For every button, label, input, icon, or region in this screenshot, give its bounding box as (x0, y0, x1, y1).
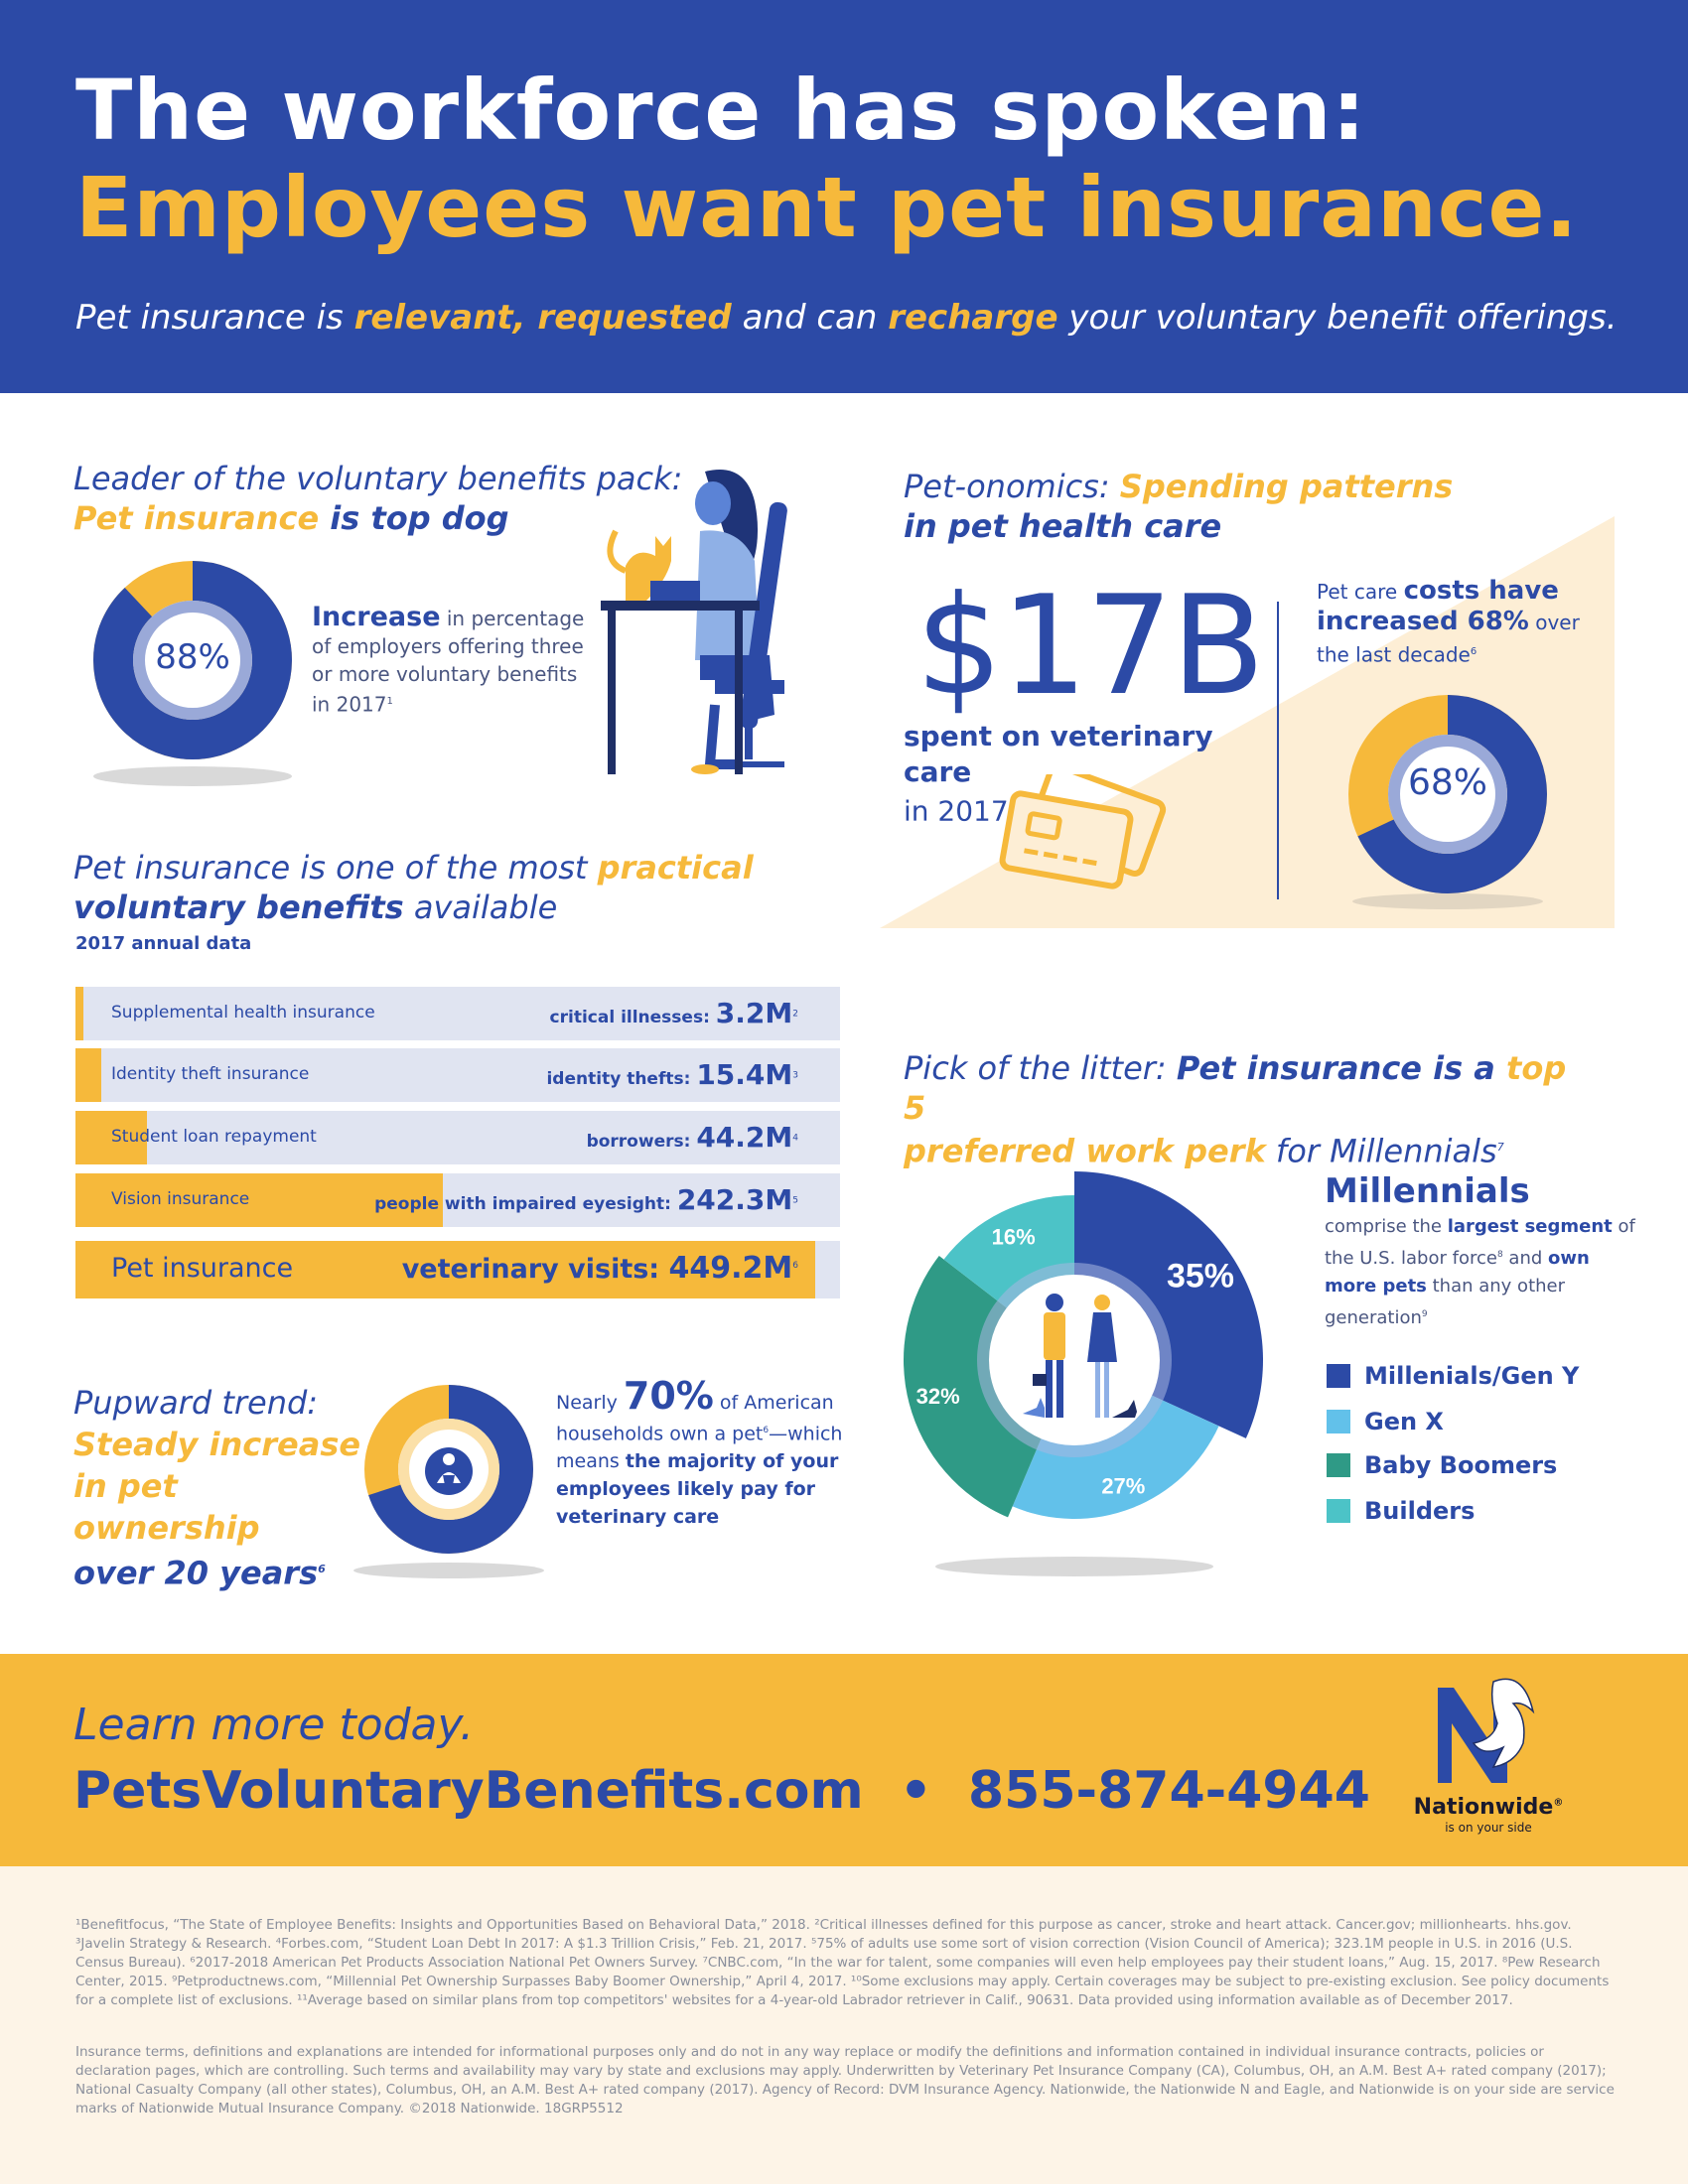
subtitle-text: your voluntary benefit offerings. (1057, 298, 1618, 338)
mill-bold: largest segment (1447, 1216, 1613, 1237)
leader-donut-value: 88% (155, 637, 230, 677)
petonomics-heading-line2: in pet health care (904, 507, 1222, 545)
leader-desc-bold: Increase (312, 602, 441, 632)
benefit-bar-value (402, 1251, 798, 1286)
benefit-bar-row (75, 1048, 840, 1102)
mill-text: than any other generation (1325, 1276, 1566, 1328)
benefit-bar-value (550, 997, 798, 1029)
benefit-bar-label: Student loan repayment (111, 1127, 317, 1147)
footnote-ref: 7 (1496, 1141, 1504, 1154)
pupward-desc-bold: the majority of your employees likely pay for veterinary care (556, 1450, 839, 1529)
phone-link[interactable]: 855-874-4944 (967, 1761, 1370, 1821)
benefit-bar-value-label: critical illnesses: (549, 1008, 716, 1027)
mill-text: comprise the (1325, 1216, 1448, 1237)
petonomics-heading-text: Pet-onomics: (904, 468, 1120, 505)
legend-swatch (1327, 1364, 1350, 1388)
benefit-bar-fill (75, 987, 83, 1040)
pie-slice-label: 27% (1101, 1473, 1146, 1499)
benefit-bar-label: Vision insurance (111, 1189, 250, 1209)
donut-shadow (353, 1563, 544, 1578)
pie-slice-label: 35% (1166, 1257, 1235, 1296)
benefit-bar-value-number: 44.2M (696, 1121, 793, 1154)
cta-contact (73, 1761, 1370, 1821)
legend-item (1327, 1362, 1579, 1390)
generations-pie-chart (900, 1161, 1287, 1578)
legend-label: Baby Boomers (1364, 1451, 1558, 1479)
benefit-bar-value-label: borrowers: (586, 1132, 697, 1152)
benefit-bar-value-number: 3.2M (715, 997, 793, 1029)
cost-text: Pet care (1317, 580, 1404, 604)
legend-swatch (1327, 1453, 1350, 1477)
millennials-title: Millennials (1325, 1171, 1530, 1211)
practical-subheading: 2017 annual data (75, 933, 252, 954)
legend-swatch (1327, 1410, 1350, 1433)
mill-text: and (1502, 1248, 1548, 1269)
legend-item (1327, 1408, 1444, 1435)
benefit-bar-value-number: 242.3M (676, 1183, 793, 1216)
practical-heading-bold: voluntary benefits (73, 888, 404, 926)
legend-item (1327, 1497, 1475, 1525)
divider (1277, 602, 1279, 899)
footnote-ref: 2 (792, 1009, 798, 1020)
footnote-ref: 6 (1470, 646, 1477, 657)
subtitle-text: and can (731, 298, 889, 338)
page-title-line2: Employees want pet insurance. (75, 159, 1579, 256)
pupward-desc-text: Nearly (556, 1392, 624, 1414)
pupward-heading (73, 1382, 371, 1594)
benefit-bar-value (546, 1058, 798, 1091)
mill-text: of the U.S. labor force (1325, 1216, 1635, 1269)
legend-swatch (1327, 1499, 1350, 1523)
mill-bold: own more pets (1325, 1248, 1590, 1297)
benefit-bar-value-number: 15.4M (696, 1058, 793, 1091)
brand-name: Nationwide (1413, 1795, 1554, 1820)
donut-shadow (93, 766, 292, 786)
subtitle-highlight: relevant, requested (353, 298, 732, 338)
benefit-bar-row (75, 1241, 840, 1298)
cost-donut-chart (1336, 695, 1565, 913)
footnotes-legal: Insurance terms, definitions and explanations are intended for informational purposes only and do not in any way replace or modify the definitions and information contained in individual insurance contracts, policies or declaration pages, which are controlling. Such terms and availability may vary by state and exclusions may apply. Underwritten by Veterinary Pet Insurance Company (CA), Columbus, OH, an A.M. Best A+ rated company (2017); National Casualty Company (all other states), Columbus, OH, an A.M. Best A+ rated company (2017). Agency of Record: DVM Insurance Agency. Nationwide, the Nationwide N and Eagle, and Nationwide is on your side are service marks of Nationwide Mutual Insurance Company. ©2018 Nationwide. 18GRP5512 (75, 2044, 1615, 2116)
spending-desc-text: in 2017 (904, 794, 1009, 828)
footnotes-sources: ¹Benefitfocus, “The State of Employee Benefits: Insights and Opportunities Based on Behavioral Data,” 2018. ²Critical illnesses defined for this purpose as cancer, stroke and heart attack. Cancer.gov; millionhearts. hhs.gov. ³Javelin Strategy & Research. ⁴Forbes.com, “Student Loan Debt In 2017: A $1.3 Trillion Crisis,” Feb. 21, 2017. ⁵75% of adults use some sort of vision correction (Vision Council of America); 323.1M people in U.S. in 2016 (U.S. Census Bureau). ⁶2017-2018 American Pet Products Association National Pet Owners Survey. ⁷CNBC.com, “In the war for talent, some companies will even help employees pay their student loans,” Aug. 15, 2017. ⁸Pew Research Center, 2015. ⁹Petproductnews.com, “Millennial Pet Ownership Surpasses Baby Boomer Ownership,” April 4, 2017. ¹⁰Some exclusions may apply. Certain coverages may be subject to pre-existing exclusion. See policy documents for a complete list of exclusions. ¹¹Average based on similar plans from top competitors' websites for a 4-year-old Labrador retriever in Calif., 90631. Data provided using information available as of December 2017. (75, 1917, 1610, 2008)
pie-slice-label: 32% (915, 1384, 960, 1410)
benefit-bar-row (75, 1111, 840, 1164)
benefit-bar-value-label: veterinary visits: (401, 1254, 669, 1285)
litter-heading-highlight: top 5 (904, 1049, 1567, 1127)
pupward-heading-text: Pupward trend: (73, 1384, 319, 1422)
pie-center (989, 1275, 1160, 1445)
benefit-bar-label: Supplemental health insurance (111, 1003, 375, 1023)
leader-heading-highlight: Pet insurance (73, 499, 320, 537)
benefit-bar-label: Pet insurance (111, 1253, 294, 1284)
benefit-bar-row (75, 1173, 840, 1227)
petonomics-heading (904, 467, 1519, 546)
website-link[interactable]: PetsVoluntaryBenefits.com (73, 1761, 864, 1821)
page-title-line1: The workforce has spoken: (75, 62, 1367, 159)
legend-label: Builders (1364, 1497, 1476, 1525)
cta-separator: • (899, 1761, 932, 1821)
spending-desc-bold: spent on veterinary care (904, 720, 1213, 788)
benefit-bar-value (374, 1183, 798, 1216)
pupward-heading-highlight: Steady increase in pet ownership (73, 1426, 361, 1547)
cost-bold: costs have increased 68% (1317, 576, 1559, 636)
footnote-ref: 3 (792, 1070, 798, 1081)
litter-heading-bold: Pet insurance is a (1176, 1049, 1495, 1087)
litter-heading-text: Pick of the litter: (904, 1049, 1177, 1087)
pupward-desc-text: —which means (556, 1423, 843, 1473)
donut-shadow (1352, 893, 1543, 909)
cost-donut-value: 68% (1407, 762, 1487, 803)
spending-amount: $17B (915, 566, 1264, 726)
leader-description (312, 604, 590, 719)
nationwide-eagle-logo (1434, 1672, 1543, 1791)
legend-label: Gen X (1364, 1408, 1444, 1435)
nationwide-tagline: is on your side (1445, 1821, 1532, 1835)
pupward-desc-text: of American households own a pet (556, 1392, 834, 1445)
pie-shadow (935, 1557, 1213, 1576)
practical-heading-highlight: practical (597, 849, 754, 887)
footnote-ref: 5 (792, 1195, 798, 1206)
credit-card-icon (997, 774, 1176, 893)
nationwide-brand (1404, 1795, 1573, 1820)
litter-heading-highlight: preferred work perk (904, 1132, 1266, 1170)
cta-learn-more: Learn more today. (73, 1700, 475, 1750)
footnote-ref: 6 (763, 1426, 770, 1435)
legend-item (1327, 1451, 1557, 1479)
practical-heading-text: available (403, 888, 558, 926)
practical-heading (73, 848, 788, 927)
woman-at-desk-illustration (596, 462, 824, 789)
pie-slice-label: 16% (991, 1224, 1036, 1250)
footnote-ref: 1 (386, 696, 393, 707)
benefit-bar-value-label: identity thefts: (546, 1069, 697, 1089)
legend-label: Millenials/Gen Y (1364, 1362, 1580, 1390)
benefit-bar-value (587, 1121, 798, 1154)
benefit-bar-fill (75, 1048, 101, 1102)
page-subtitle (75, 298, 1618, 338)
cost-increase-text (1317, 576, 1595, 670)
litter-heading (904, 1048, 1599, 1171)
benefit-bar-value-number: 449.2M (668, 1251, 793, 1286)
pupward-description (556, 1374, 854, 1531)
subtitle-text: Pet insurance is (75, 298, 354, 338)
pet-ownership-donut-chart (344, 1380, 572, 1588)
practical-heading-text: Pet insurance is one of the most (73, 849, 598, 887)
footnote-ref: 6 (792, 1261, 798, 1271)
leader-heading-line1: Leader of the voluntary benefits pack: (73, 460, 683, 497)
benefit-bar-row (75, 987, 840, 1040)
benefit-bar-label: Identity theft insurance (111, 1064, 310, 1084)
footnote-ref: 8 (1496, 1250, 1503, 1260)
footnote-ref: 6 (318, 1563, 326, 1575)
millennials-description (1325, 1213, 1642, 1332)
leader-heading-rest: is top dog (319, 499, 509, 537)
benefit-bar-value-label: people with impaired eyesight: (374, 1194, 677, 1214)
litter-heading-text: for Millennials (1265, 1132, 1497, 1170)
leader-desc-text: in percentage of employers offering three or more voluntary benefits in 2017 (312, 607, 585, 717)
footnotes-area (0, 1866, 1688, 2184)
pupward-desc-big: 70% (623, 1374, 714, 1418)
brand-registered: ® (1553, 1797, 1564, 1809)
pupward-heading-bold: over 20 years (73, 1554, 319, 1592)
cost-text: over the last decade (1317, 611, 1580, 667)
footnote-ref: 9 (1421, 1309, 1428, 1319)
subtitle-highlight: recharge (888, 298, 1058, 338)
footnote-ref: 4 (792, 1133, 798, 1144)
petonomics-heading-highlight: Spending patterns (1119, 468, 1454, 505)
